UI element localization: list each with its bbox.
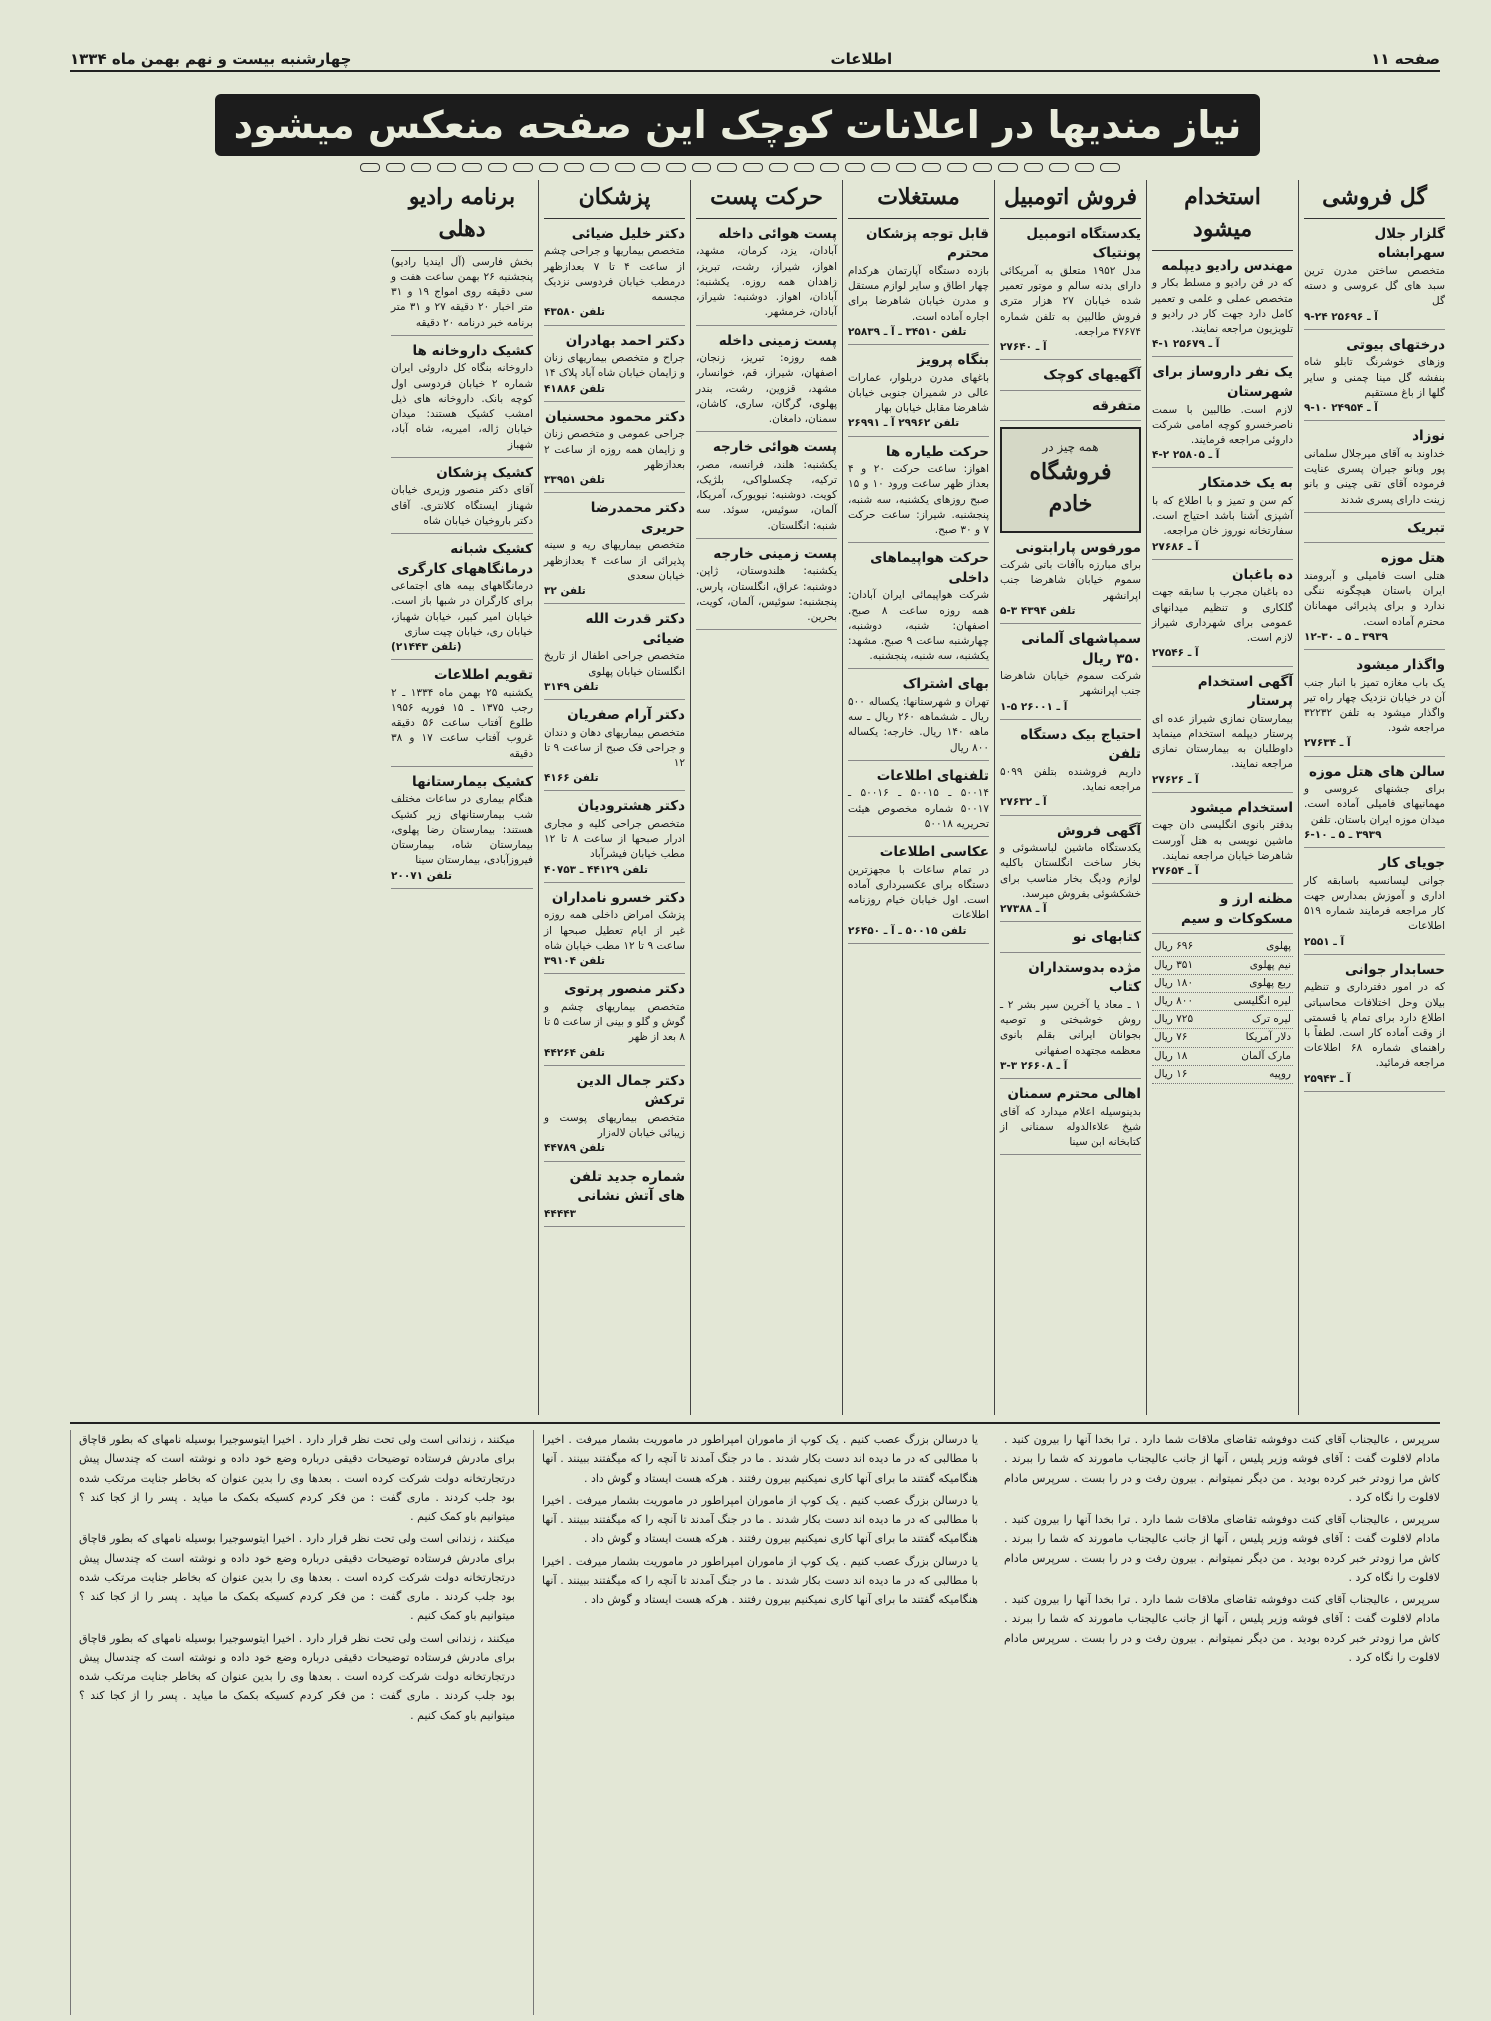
ad-title: آگهی فروش: [1056, 822, 1141, 839]
classified-ad: [544, 610, 685, 700]
classified-ad: [544, 408, 685, 493]
classified-ad: [1304, 225, 1445, 330]
ad-body: داروخانه بنگاه کل داروئی ایران شماره ۲ خیابان فردوسی اول کوچه بانک. داروخانه های ذیل امشب کشیک هستند: میدان خیابان ژاله، امیریه، شاه آباد، شهباز: [391, 362, 533, 451]
ad-body: یکدستگاه ماشین لباسشوئی و بخار ساخت انگلستان باکلیه لوازم ودیگ بخار مناسب برای خشکشوئی بفروش میرسد.: [1000, 842, 1141, 900]
ad-title: واگذار میشود: [1356, 656, 1445, 673]
classified-columns: [70, 180, 1450, 1415]
ad-phone: آ ـ ۲۷۶۳۴: [1304, 737, 1351, 750]
serial-story: [70, 1430, 1440, 2015]
classified-ad: [1152, 363, 1293, 468]
ad-body: درمانگاههای بیمه های اجتماعی برای کارگران در شبها باز است. خیابان امیر کبیر، خیابان شهباز، خیابان ری، خیابان چیت سازی: [391, 580, 533, 638]
ad-title: پست زمینی خارجه: [713, 545, 837, 562]
ad-title: هتل موزه: [1380, 550, 1445, 567]
ad-phone: تلفن ۲۹۹۶۲ آ ـ ۲۶۹۹۱: [848, 417, 960, 430]
ad-phone: آ ـ ۲۵۹۴۳: [1304, 1072, 1351, 1085]
rate-value: ۱۸۰ ریال: [1152, 974, 1210, 992]
ad-body: لازم است. طالبین با سمت ناصرخسرو کوچه امامی شرکت داروئی مراجعه فرمایند.: [1152, 403, 1293, 446]
classified-ad: [1152, 474, 1293, 559]
classified-ad: [544, 797, 685, 882]
ornament-row: [360, 163, 1120, 175]
ad-title: پست زمینی داخله: [718, 332, 837, 349]
rate-row: [1152, 1029, 1293, 1047]
ad-title: متفرقه: [1091, 397, 1141, 414]
classified-ad: [1304, 763, 1445, 848]
serial-column: یا درسالن بزرگ عصب کنیم . یک کوپ از ماموران امپراطور در ماموریت بشمار میرفت . اخیرا با مطالبی که در ما دیده اند دست بکار شدند . ما در جنگ آمدند تا آنچه را که میگفتند ببینند . آنها هنگامیکه گفتند ما برای آنها کاری نمیکنیم بیرون رفتند . هرکه هست ایستاد و گوش داد . یا درسالن بزرگ عصب کنیم . یک کوپ از ماموران امپراطور در ماموریت بشمار میرفت . اخیرا با مطالبی که در ما دیده اند دست بکار شدند . ما در جنگ آمدند تا آنچه را که میگفتند ببینند . آنها هنگامیکه گفتند ما برای آنها کاری نمیکنیم بیرون رفتند . هرکه هست ایستاد و گوش داد . یا درسالن بزرگ عصب کنیم . یک کوپ از ماموران امپراطور در ماموریت بشمار میرفت . اخیرا با مطالبی که در ما دیده اند دست بکار شدند . ما در جنگ آمدند تا آنچه را که میگفتند ببینند . آنها هنگامیکه گفتند ما برای آنها کاری نمیکنیم بیرون رفتند . هرکه هست ایستاد و گوش داد .: [533, 1430, 978, 2015]
ad-phone: آ ـ ۲۶۶۰۸ ۳-۳: [1000, 1059, 1068, 1072]
classified-ad: [1000, 1085, 1141, 1155]
ad-body: ده باغبان مجرب با سابقه جهت گلکاری و تنظیم میدانهای عمومی برای شهرداری شیراز لازم است.: [1152, 586, 1293, 645]
ad-column: [842, 180, 994, 1415]
classified-ad: [848, 351, 989, 436]
ad-body: بازده دستگاه آپارتمان هرکدام چهار اطاق و سایر لوازم مستقل و مدرن خیابان شاهرضا برای اجاره آماده است.: [848, 265, 989, 323]
ad-phone: تلفن ۴۴۲۶۴: [544, 1046, 605, 1059]
rate-row: [1152, 992, 1293, 1010]
ad-column: [386, 180, 538, 1415]
classified-ad: [1304, 854, 1445, 955]
ad-title: پست هوائی خارجه: [712, 439, 837, 456]
issue-date: چهارشنبه بیست و نهم بهمن ماه ۱۳۳۴: [70, 50, 352, 68]
ad-phone: آ ـ ۲۷۶۳۲: [1000, 796, 1047, 809]
rate-currency: لیره انگلیسی: [1210, 992, 1293, 1010]
rate-row: [1152, 1011, 1293, 1029]
ad-title: شماره جدید تلفن های آتش نشانی: [569, 1168, 685, 1205]
classified-ad: [848, 225, 989, 345]
ad-phone: آ ـ ۲۶۰۰۱ ۵-۱: [1000, 700, 1068, 713]
ad-phone: تلفن ۳۹۱۰۴: [544, 955, 605, 968]
classified-ad: [391, 666, 533, 767]
ad-body: در تمام ساعات با مجهزترین دستگاه برای عکسبرداری آماده است. اول خیابان خیام روزنامه اطلاعات: [848, 863, 989, 922]
ad-body: کم سن و تمیز و با اطلاع که با آشپزی آشنا باشد احتیاج است. سفارتخانه نوروز خان مراجعه.: [1152, 495, 1293, 538]
classified-ad: [848, 767, 989, 837]
rate-currency: لیره ترک: [1210, 1011, 1293, 1029]
classified-ad: [1000, 397, 1141, 422]
classified-ad: [1304, 656, 1445, 757]
ad-phone: تلفن ۴۳۹۴ ۳-۵: [1000, 604, 1076, 617]
classified-ad: [1152, 566, 1293, 667]
rate-row: [1152, 1047, 1293, 1065]
ad-title: حرکت هواپیماهای داخلی: [870, 550, 989, 586]
ad-title: آگهی استخدام پرستار: [1197, 673, 1293, 710]
ad-body: مدل ۱۹۵۲ متعلق به آمریکائی دارای بدنه سالم و موتور تعمیر شده خیابان ۲۷ هزار متری فروش طالبین به تلفن شماره ۴۷۶۷۴ مراجعه.: [1000, 265, 1141, 338]
page-header: [70, 48, 1440, 72]
ad-title: اهالی محترم سمنان: [1007, 1086, 1141, 1103]
ad-body: باغهای مدرن دربلوار، عمارات عالی در شمیران جنوبی خیابان شاهرضا مقابل خیابان بهار: [848, 371, 989, 415]
ad-body: یکشنبه ۲۵ بهمن ماه ۱۳۳۴ ـ ۲ رجب ۱۳۷۵ ـ ۱۵ فوریه ۱۹۵۶ طلوع آفتاب ساعت ۵۶ دقیقه غروب آفتاب ساعت ۱۷ و ۳۸ دقیقه: [391, 686, 533, 760]
ad-body: متخصص بیماریهای چشم و گوش و گلو و بینی از ساعت ۵ تا ۸ بعد از ظهر: [544, 1000, 685, 1044]
classified-ad: [1152, 799, 1293, 884]
classified-ad: [848, 675, 989, 760]
ad-title: جویای کار: [1378, 855, 1445, 872]
ad-title: دکتر جمال الدین ترکش: [576, 1072, 685, 1109]
ad-title: یکدستگاه اتومبیل پونتیاک: [1026, 225, 1141, 262]
ad-body: متخصص بیماریها و جراحی چشم از ساعت ۴ تا ۷ بعدازظهر درمطب خیابان فردوسی نزدیک مجسمه: [544, 245, 685, 304]
rate-value: ۷۶ ریال: [1152, 1029, 1210, 1047]
ad-title: مظنه ارز و مسکوکات و سیم: [1180, 891, 1293, 927]
ad-title: دکتر منصور پرتوی: [564, 981, 685, 998]
ad-body: آبادان، یزد، کرمان، مشهد، اهواز، شیراز، رشت، تبریز، زاهدان همه روزه. یکشنبه: آبادان، اهواز. دوشنبه: شیراز، آبادان، خرمشهر.: [696, 245, 837, 319]
classified-ad: [1000, 630, 1141, 720]
column-heading: گل فروشی: [1304, 180, 1445, 219]
ad-body: متخصص ساختن مدرن ترین سبد های گل عروسی و دسته گل: [1304, 265, 1445, 308]
classified-ad: [544, 889, 685, 974]
rate-value: ۶۹۶ ریال: [1152, 938, 1210, 956]
ad-phone: آ ـ ۲۷۶۲۶: [1152, 773, 1199, 786]
ad-title: مژده بدوستداران کتاب: [1028, 959, 1141, 996]
classified-ad: [544, 332, 685, 402]
ad-body: برای جشنهای عروسی و مهمانیهای فامیلی آماده است. میدان موزه ایران باستان. تلفن: [1304, 783, 1445, 826]
ad-phone: ۴۴۴۴۳: [544, 1207, 577, 1220]
classified-ad: [1000, 822, 1141, 923]
ad-phone: آ ـ ۲۵۸۰۵ ۲-۴: [1152, 449, 1220, 462]
classified-ad: [1304, 336, 1445, 421]
ad-title: تلفنهای اطلاعات: [876, 767, 989, 784]
ad-body: بخش فارسی (آل ایندیا رادیو) پنجشنبه ۲۶ بهمن ساعت هفت و سی دقیقه روی امواج ۱۹ و ۳۱ متر اخبار ۲۰ دقیقه ۲۷ و ۳۱ متر برنامه خبر درنامه ۲۰ دقیقه: [391, 255, 534, 329]
classified-ad: [1000, 726, 1141, 816]
rate-currency: پهلوی: [1210, 938, 1293, 956]
ad-body: داریم فروشنده بتلفن ۵۰۹۹ مراجعه نماید.: [1000, 765, 1141, 794]
ad-title: مهندس رادیو دیپلمه: [1161, 257, 1293, 274]
store-advertisement: [1000, 427, 1141, 532]
ad-phone: تلفن ۴۳۵۸۰: [544, 306, 605, 319]
column-heading: پزشکان: [544, 180, 685, 219]
ad-phone: تلفن ۴۴۱۲۹ ـ ۴۰۷۵۳: [544, 863, 648, 876]
ad-phone: تلفن ۲۰۰۷۱: [391, 869, 452, 882]
classified-ad: [696, 332, 837, 433]
ad-title: دکتر احمد بهادران: [565, 332, 685, 349]
ad-body: هتلی است فامیلی و آبرومند ایران باستان هیچگونه ننگی ندارد و برای پذیرائی مهمانان محترم آماده است.: [1304, 569, 1445, 628]
classified-ad: [544, 225, 685, 326]
classified-ad: [1304, 519, 1445, 544]
ad-title: حرکت طیاره ها: [885, 443, 989, 460]
ad-title: دکتر محمود محسنیان: [544, 408, 685, 425]
classified-ad: [1152, 890, 1293, 934]
rate-row: [1152, 974, 1293, 992]
store-ad-subtitle: همه چیز در: [1042, 440, 1099, 455]
ad-title: دکتر قدرت الله ضیائی: [585, 611, 685, 647]
ad-phone: آ ـ ۲۷۳۸۸: [1000, 903, 1047, 916]
rate-currency: مارک آلمان: [1210, 1047, 1293, 1065]
classified-ad: [1152, 257, 1293, 358]
store-ad-title: فروشگاه خادم: [1029, 458, 1112, 517]
ad-body: بدینوسیله اعلام میدارد که آقای شیخ علاءالدوله سمنانی از کتابخانه ابن سینا: [1000, 1105, 1141, 1149]
ad-title: کشیک داروخانه ها: [412, 342, 533, 359]
ad-title: تقویم اطلاعات: [433, 667, 533, 684]
ad-phone: آ ـ ۲۵۶۹۶ ۲۴-۹: [1304, 310, 1378, 323]
ad-title: ده باغبان: [1231, 566, 1293, 583]
classified-ad: [391, 255, 533, 336]
classified-ad: [544, 1168, 685, 1227]
serial-column: سرپرس ، عالیجناب آقای کنت دوفوشه تقاضای ملاقات شما دارد . ترا بخدا آنها را بیرون کنید . مادام لافلوت گفت : آقای فوشه وزیر پلیس ، آنها از جانب عالیجناب مامورند که شما را ببرند . کاش مرا زودتر خبر کرده بودید . من دیگر نمیتوانم . بیرون رفت و در را بست . سرپرس مادام لافلوت را نگاه کرد . سرپرس ، عالیجناب آقای کنت دوفوشه تقاضای ملاقات شما دارد . ترا بخدا آنها را بیرون کنید . مادام لافلوت گفت : آقای فوشه وزیر پلیس ، آنها از جانب عالیجناب مامورند که شما را ببرند . کاش مرا زودتر خبر کرده بودید . من دیگر نمیتوانم . بیرون رفت و در را بست . سرپرس مادام لافلوت را نگاه کرد . سرپرس ، عالیجناب آقای کنت دوفوشه تقاضای ملاقات شما دارد . ترا بخدا آنها را بیرون کنید . مادام لافلوت گفت : آقای فوشه وزیر پلیس ، آنها از جانب عالیجناب مامورند که شما را ببرند . کاش مرا زودتر خبر کرده بودید . من دیگر نمیتوانم . بیرون رفت و در را بست . سرپرس مادام لافلوت را نگاه کرد .: [1004, 1433, 1440, 1664]
ad-title: دکتر هشترودیان: [577, 798, 685, 815]
ad-title: دکتر خلیل ضیائی: [571, 225, 685, 242]
ad-phone: ۳۹۳۹ ـ ۵ ـ ۱۰-۶: [1304, 828, 1382, 841]
ad-body: تهران و شهرستانها: یکساله ۵۰۰ ریال ـ ششماهه ۲۶۰ ریال ـ سه ماهه ۱۴۰ ریال. خارجه: یکساله ۸۰۰ ریال: [848, 695, 989, 754]
ad-body: ۵۰۰۱۴ ـ ۵۰۰۱۵ ـ ۵۰۰۱۶ ـ ۵۰۰۱۷ شماره مخصوص هیئت تحریریه ۵۰۰۱۸: [848, 787, 989, 830]
classified-ad: [1152, 673, 1293, 793]
classified-ad: [1000, 225, 1141, 360]
ad-title: دکتر خسرو نامداران: [551, 889, 685, 906]
ad-body: یکشنبه: هلندوستان، ژاپن. دوشنبه: عراق، انگلستان، پارس. پنجشنبه: سوئیس، آلمان، کویت، بحرین.: [696, 565, 837, 624]
classified-ad: [544, 1072, 685, 1162]
ad-phone: آ ـ ۲۷۶۴۰: [1000, 341, 1047, 354]
ad-body: پزشک امراض داخلی همه روزه غیر از ایام تعطیل صبحها از ساعت ۹ تا ۱۲ مطب خیابان شاه: [544, 909, 685, 952]
ad-title: بهای اشتراک: [902, 676, 989, 693]
ad-phone: تلفن ۳۲: [544, 584, 586, 597]
rate-row: [1152, 956, 1293, 974]
ad-body: جوانی لیسانسیه باسابقه کار اداری و آموزش بمدارس جهت کار مراجعه فرمایند شماره ۵۱۹ اطلاعات: [1304, 874, 1445, 933]
ad-title: تبریک: [1407, 519, 1445, 536]
classified-ad: [696, 438, 837, 539]
ad-title: کشیک شبانه درمانگاههای کارگری: [397, 540, 533, 577]
ad-phone: آ ـ ۲۴۹۵۴ ۱۰-۹: [1304, 402, 1378, 415]
ad-phone: تلفن ۵۰۰۱۵ ـ آ ـ ۲۶۴۵۰: [848, 924, 967, 937]
ad-body: که در فن رادیو و مسلط بکار و متخصص عملی و علمی و تعمیر کامل دارد جهت کار در رادیو و تلویزیون مراجعه نمایند.: [1152, 277, 1293, 335]
ad-body: بیمارستان نمازی شیراز عده ای پرستار دیپلمه استخدام مینماید داوطلبان به بیمارستان نمازی مراجعه نمایند.: [1152, 712, 1293, 771]
column-heading: فروش اتومبیل: [1000, 180, 1141, 219]
ad-title: کشیک پزشکان: [436, 464, 533, 481]
ad-title: درختهای بیوتی: [1346, 336, 1445, 353]
ad-body: که در امور دفترداری و تنظیم بیلان وحل اختلافات محاسباتی اطلاع دارد برای تمام یا قسمتی از وقت آماده کار است. لطفاً با راهنمای شماره ۶۸ اطلاعات مراجعه فرمائید.: [1304, 981, 1445, 1070]
ad-body: یک باب مغازه تمیز با انبار جنب آن در خیابان نزدیک چهار راه تیر واگذار میشود به تلفن ۳۲۲۳۲ مراجعه شود.: [1304, 676, 1445, 735]
ad-body: جراحی عمومی و متخصص زنان و زایمان همه روزه از ساعت ۲ بعدازظهر: [544, 428, 685, 471]
ad-phone: تلفن ۳۱۴۹: [544, 680, 599, 693]
ad-title: قابل توجه پزشکان محترم: [865, 225, 989, 262]
ad-title: آگهیهای کوچک: [1043, 367, 1141, 384]
rate-value: ۷۲۵ ریال: [1152, 1011, 1210, 1029]
ad-title: سمپاشهای آلمانی ۳۵۰ ریال: [1021, 631, 1141, 667]
ad-title: به یک خدمتکار: [1199, 475, 1293, 492]
ad-phone: آ ـ ۲۷۶۵۴: [1152, 864, 1199, 877]
ad-body: شرکت هواپیمائی ایران آبادان: همه روزه ساعت ۸ صبح. اصفهان: شنبه، دوشنبه، چهارشنبه ساعت ۹ صبح. مشهد: یکشنبه، سه شنبه، پنجشنبه.: [848, 589, 989, 663]
ad-body: آقای دکتر منصور وزیری خیابان شهناز ایستگاه کلانتری. آقای دکتر باروخیان خیابان شاه: [391, 484, 533, 527]
ad-title: کتابهای نو: [1072, 929, 1141, 946]
rate-value: ۱۸ ریال: [1152, 1047, 1210, 1065]
ad-title: حسابدار جوانی: [1344, 961, 1445, 978]
ad-column: [994, 180, 1146, 1415]
ad-phone: تلفن ۳۴۵۱۰ ـ آ ـ ۲۵۸۳۹: [848, 325, 967, 338]
ad-title: مورفوس پارابتونی: [1015, 539, 1141, 556]
ad-body: برای مبارزه باآفات باتی شرکت سموم خیابان شاهرضا جنب اپرانشهر: [1000, 559, 1141, 602]
column-heading: استخدام میشود: [1152, 180, 1293, 251]
classified-ad: [1000, 366, 1141, 391]
ad-title: عکاسی اطلاعات: [879, 844, 989, 861]
classified-ad: [1000, 928, 1141, 953]
page-number: صفحه ۱۱: [1371, 50, 1440, 68]
ad-phone: آ ـ ۲۷۵۴۶: [1152, 647, 1199, 660]
ad-title: نوزاد: [1412, 428, 1445, 445]
rate-currency: دلار آمریکا: [1210, 1029, 1293, 1047]
ad-body: اهواز: ساعت حرکت ۲۰ و ۴ بعداز ظهر ساعت ورود ۱۰ و ۱۵ صبح روزهای یکشنبه، سه شنبه، پنجشنبه. شیراز: ساعت حرکت ۷ و ۳۰ صبح.: [848, 463, 989, 536]
ad-body: خداوند به آقای میرجلال سلمانی پور وبانو جیران پسری عنایت فرموده آقای تقی چینی و بانو زینت دارای پسری شدند: [1304, 447, 1445, 506]
ad-body: متخصص بیماریهای ریه و سینه پذیرائی از ساعت ۴ بعدازظهر خیابان سعدی: [544, 539, 685, 582]
serial-column: میکنند ، زندانی است ولی تحت نظر قرار دارد . اخیرا ایتوسوجیرا بوسیله نامهای که بطور قاچاق برای مادرش فرستاده توضیحات دقیقی درباره وضع خود داده و نوشته است که چندسال پیش درتجارتخانه دولت شرکت کرده است . بعدها وی را بدین عنوان که بخاطر جنایت مرتکب شده بود جلب کردند . ماری گفت : من فکر کردم کسیکه بکمک ما میاید . پسر را از کجا کند ؟ میتوانیم باو کمک کنیم . میکنند ، زندانی است ولی تحت نظر قرار دارد . اخیرا ایتوسوجیرا بوسیله نامهای که بطور قاچاق برای مادرش فرستاده توضیحات دقیقی درباره وضع خود داده و نوشته است که چندسال پیش درتجارتخانه دولت شرکت کرده است . بعدها وی را بدین عنوان که بخاطر جنایت مرتکب شده بود جلب کردند . ماری گفت : من فکر کردم کسیکه بکمک ما میاید . پسر را از کجا کند ؟ میتوانیم باو کمک کنیم . میکنند ، زندانی است ولی تحت نظر قرار دارد . اخیرا ایتوسوجیرا بوسیله نامهای که بطور قاچاق برای مادرش فرستاده توضیحات دقیقی درباره وضع خود داده و نوشته است که چندسال پیش درتجارتخانه دولت شرکت کرده است . بعدها وی را بدین عنوان که بخاطر جنایت مرتکب شده بود جلب کردند . ماری گفت : من فکر کردم کسیکه بکمک ما میاید . پسر را از کجا کند ؟ میتوانیم باو کمک کنیم .: [70, 1430, 515, 2015]
ad-phone: تلفن ۴۱۸۸۶: [544, 382, 605, 395]
classified-ad: [544, 499, 685, 604]
ad-body: جراح و متخصص بیماریهای زنان و زایمان خیابان شاه آباد پلاک ۱۴: [544, 352, 685, 380]
ad-phone: تلفن ۴۱۶۶: [544, 772, 599, 785]
ad-title: یک نفر داروساز برای شهرستان: [1152, 364, 1293, 400]
rate-row: [1152, 938, 1293, 956]
classified-ad: [1000, 539, 1141, 624]
ad-body: هنگام بیماری در ساعات مختلف شب بیمارستانهای زیر کشیک هستند: بیمارستان رضا پهلوی، بیمارستان شاه، بیمارستان فیروزآبادی، بیمارستان سینا: [391, 793, 533, 867]
classified-ad: [1304, 549, 1445, 650]
classified-ad: [391, 540, 533, 660]
ad-title: احتیاج بیک دستگاه تلفن: [1020, 726, 1141, 763]
classifieds-banner: نیاز مندیها در اعلانات کوچک این صفحه منعکس میشود: [215, 94, 1260, 156]
currency-rates-table: [1152, 938, 1293, 1084]
classified-ad: [848, 549, 989, 669]
classified-ad: [1304, 961, 1445, 1092]
classified-ad: [848, 843, 989, 944]
ad-phone: تلفن ۴۴۷۸۹: [544, 1142, 605, 1155]
rate-value: ۱۶ ریال: [1152, 1065, 1210, 1083]
rate-currency: ربع پهلوی: [1210, 974, 1293, 992]
ad-body: یکشنبه: هلند، فرانسه، مصر، ترکیه، چکسلواکی، بلژیک، کویت. دوشنبه: نیویورک، آمریکا، آلمان، سوئیس، سوئد. سه شنبه: انگلستان.: [696, 458, 837, 532]
ad-body: شرکت سموم خیابان شاهرضا جنب اپرانشهر: [1000, 670, 1141, 698]
classified-ad: [1304, 427, 1445, 512]
classified-ad: [391, 773, 533, 889]
classified-ad: [391, 342, 533, 458]
ad-title: استخدام میشود: [1189, 799, 1293, 816]
ad-column: [538, 180, 690, 1415]
ad-column: [1298, 180, 1450, 1415]
ad-phone: آ ـ ۲۷۶۸۶: [1152, 540, 1199, 553]
column-heading: مستغلات: [848, 180, 989, 219]
ad-phone: (تلفن ۲۱۴۴۳): [391, 640, 462, 653]
ad-body: متخصص جراحی اطفال از تاریخ انگلستان خیابان پهلوی: [544, 650, 685, 678]
classified-ad: [696, 225, 837, 326]
ad-body: همه روزه: تبریز، زنجان، اصفهان، شیراز، قم، خوانسار، مشهد، قزوین، رشت، بندر پهلوی، گرگان، ساری، کاشان، سمنان، دامغان.: [696, 352, 837, 425]
ad-title: گلزار جلال سهرابشاه: [1374, 225, 1445, 262]
ad-title: پست هوائی داخله: [718, 225, 837, 242]
ad-column: [690, 180, 842, 1415]
classified-ad: [391, 464, 533, 534]
ad-title: سالن های هتل موزه: [1309, 763, 1445, 780]
classified-ad: [544, 706, 685, 791]
classified-ad: [696, 545, 837, 630]
ad-title: دکتر محمدرضا حریری: [590, 500, 685, 536]
classified-ad: [544, 980, 685, 1065]
ad-title: کشیک بیمارستانها: [412, 773, 533, 790]
newspaper-name: اطلاعات: [830, 50, 893, 68]
classified-ad: [848, 443, 989, 544]
ad-phone: ۳۹۳۹ ـ ۵ ـ ۳۰-۱۲: [1304, 630, 1388, 643]
ad-body: متخصص جراحی کلیه و مجاری ادرار صبحها از ساعت ۸ تا ۱۲ مطب خیابان فیشرآباد: [544, 817, 685, 861]
ad-phone: تلفن ۳۳۹۵۱: [544, 473, 605, 486]
ad-body: ۱ ـ معاد یا آخرین سیر بشر ۲ ـ روش خوشبختی و توصیه بجوانان ایرانی بقلم بانوی معظمه مجتهده اصفهانی: [1000, 998, 1141, 1057]
ad-body: متخصص بیماریهای پوست و زیبائی خیابان لاله‌زار: [544, 1111, 685, 1140]
section-divider: [70, 1422, 1440, 1424]
ad-body: وزهای خوشرنگ تابلو شاه بنفشه گل مینا چمنی و سایر گلها از باغ مستقیم: [1304, 356, 1445, 399]
ad-title: بنگاه پرویز: [917, 352, 989, 369]
ad-title: دکتر آرام صفریان: [567, 706, 685, 723]
ad-column: [1146, 180, 1298, 1415]
ad-body: متخصص بیماریهای دهان و دندان و جراحی فک صبح از ساعت ۹ تا ۱۲: [544, 726, 685, 769]
rate-currency: نیم پهلوی: [1210, 956, 1293, 974]
rate-value: ۸۰۰ ریال: [1152, 992, 1210, 1010]
column-heading: حرکت پست: [696, 180, 837, 219]
classified-ad: [1000, 959, 1141, 1079]
rate-row: [1152, 1065, 1293, 1083]
ad-phone: آ ـ ۲۵۶۷۹ ۱-۴: [1152, 338, 1220, 351]
ad-phone: آ ـ ۲۵۵۱: [1304, 935, 1345, 948]
rate-currency: روپیه: [1210, 1065, 1293, 1083]
column-heading: برنامه رادیو دهلی: [391, 180, 533, 251]
ad-body: بدفتر بانوی انگلیسی دان جهت ماشین نویسی به هتل آورست شاهرضا خیابان مراجعه نمایند.: [1152, 819, 1293, 862]
rate-value: ۳۵۱ ریال: [1152, 956, 1210, 974]
